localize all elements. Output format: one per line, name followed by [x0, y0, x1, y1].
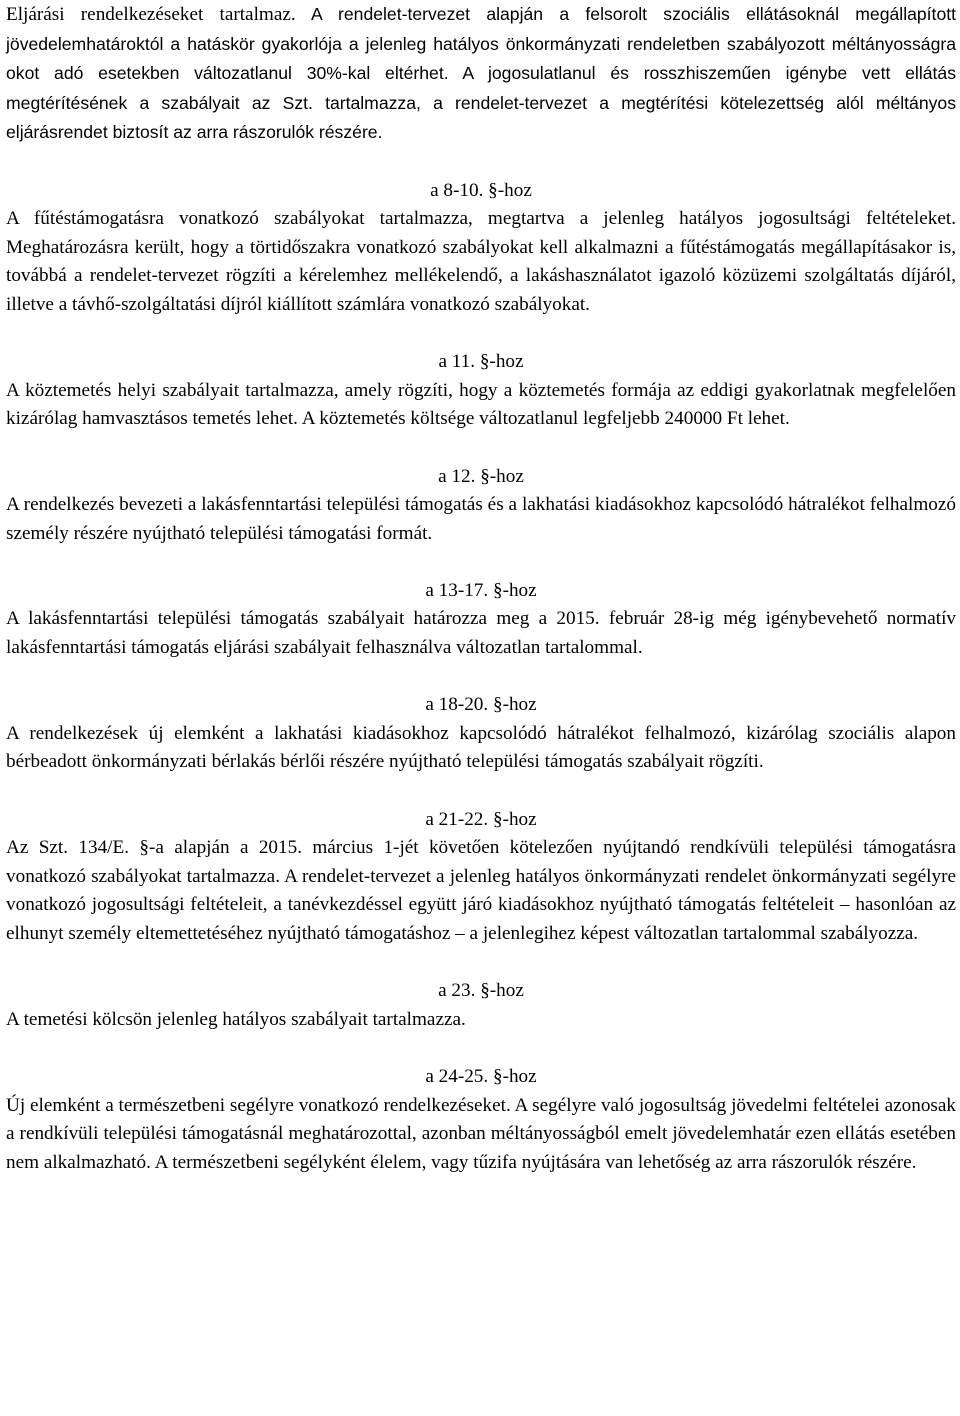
section-body: A rendelkezés bevezeti a lakásfenntartási települési támogatás és a lakhatási kiadásokhoz kapcsolódó hátralékot felhalmozó személy részére nyújtható települési támogatási formát. [6, 494, 956, 544]
section-heading: a 23. §-hoz [438, 980, 524, 1002]
intro-first-sentence: Eljárási rendelkezéseket tartalmaz. [6, 4, 296, 25]
section-body: Az Szt. 134/E. §-a alapján a 2015. március 1-jét követően kötelezően nyújtandó rendkívüli települési támogatásra vonatkozó szabályokat tartalmazza. A rendelet-tervezet a jelenleg hatályos önkormányzati rendelet önkormányzati segélyre vonatkozó jogosultsági feltételeit, a tanévkezdéssel együtt járó kiadásokhoz nyújtható támogatás feltételeit – hasonlóan az elhunyt személy eltemettetéséhez nyújtható támogatáshoz – a jelenlegihez képest változatlan tartalommal szabályozza. [6, 837, 956, 944]
section-body: A lakásfenntartási települési támogatás szabályait határozza meg a 2015. február 28-ig még igénybevehető normatív lakásfenntartási támogatás eljárási szabályait felhasználva változatlan tartalommal. [6, 608, 956, 659]
section-heading: a 24-25. §-hoz [425, 1065, 537, 1087]
section-heading: a 12. §-hoz [438, 465, 524, 487]
section-12 [6, 463, 956, 549]
section-13-17 [6, 577, 956, 663]
section-body: A fűtéstámogatásra vonatkozó szabályokat tartalmazza, megtartva a jelenleg hatályos jogosultsági feltételeket. Meghatározásra került, hogy a törtidőszakra vonatkozó szabályokat kell alkalmazni a fűtéstámogatás megállapításakor is, továbbá a rendelet-tervezet rögzíti a kérelemhez mellékelendő, a lakáshasználatot igazoló közüzemi szolgáltatás díjáról, illetve a távhő-szolgáltatási díjról kiállított számlára vonatkozó szabályokat. [6, 208, 956, 315]
section-8-10 [6, 177, 956, 320]
section-23 [6, 977, 956, 1034]
intro-rest-text: A rendelet-tervezet alapján a felsorolt szociális ellátásoknál megállapított jövedelemhatároktól a hatáskör gyakorlója a jelenleg hatályos önkormányzati rendeletben szabályozott méltányosságra okot adó esetekben változatlanul 30%-kal eltérhet. A jogosulatlanul és rosszhiszeműen igénybe vett ellátás megtérítésének a szabályait az Szt. tartalmazza, a rendelet-tervezet a megtérítési kötelezettség alól méltányos eljárásrendet biztosít az arra rászorulók részére. [6, 4, 957, 143]
section-21-22 [6, 806, 956, 949]
section-heading: a 13-17. §-hoz [425, 579, 537, 601]
document-page [6, 0, 956, 1177]
section-18-20 [6, 691, 956, 777]
section-body: A rendelkezések új elemként a lakhatási kiadásokhoz kapcsolódó hátralékot felhalmozó, kizárólag szociális alapon bérbeadott önkormányzati bérlakás bérlői részére nyújtható települési támogatás szabályait rögzíti. [6, 722, 956, 773]
intro-paragraph [6, 0, 956, 148]
section-heading: a 18-20. §-hoz [425, 694, 537, 716]
section-11 [6, 348, 956, 434]
section-body: A köztemetés helyi szabályait tartalmazza, amely rögzíti, hogy a köztemetés formája az eddigi gyakorlatnak megfelelően kizárólag hamvasztásos temetés lehet. A köztemetés költsége változatlanul legfeljebb 240000 Ft lehet. [6, 379, 956, 430]
section-24-25 [6, 1063, 956, 1177]
section-heading: a 21-22. §-hoz [425, 808, 537, 830]
section-body: A temetési kölcsön jelenleg hatályos szabályait tartalmazza. [6, 1008, 466, 1030]
section-body: Új elemként a természetbeni segélyre vonatkozó rendelkezéseket. A segélyre való jogosultság jövedelmi feltételei azonosak a rendkívüli települési támogatásnál meghatározottal, azonban méltányosságból emelt jövedelemhatár ezen ellátás esetében nem alkalmazható. A természetbeni segélyként élelem, vagy tűzifa nyújtására van lehetőség az arra rászorulók részére. [6, 1094, 956, 1173]
section-heading: a 8-10. §-hoz [430, 179, 532, 201]
section-heading: a 11. §-hoz [438, 351, 524, 373]
